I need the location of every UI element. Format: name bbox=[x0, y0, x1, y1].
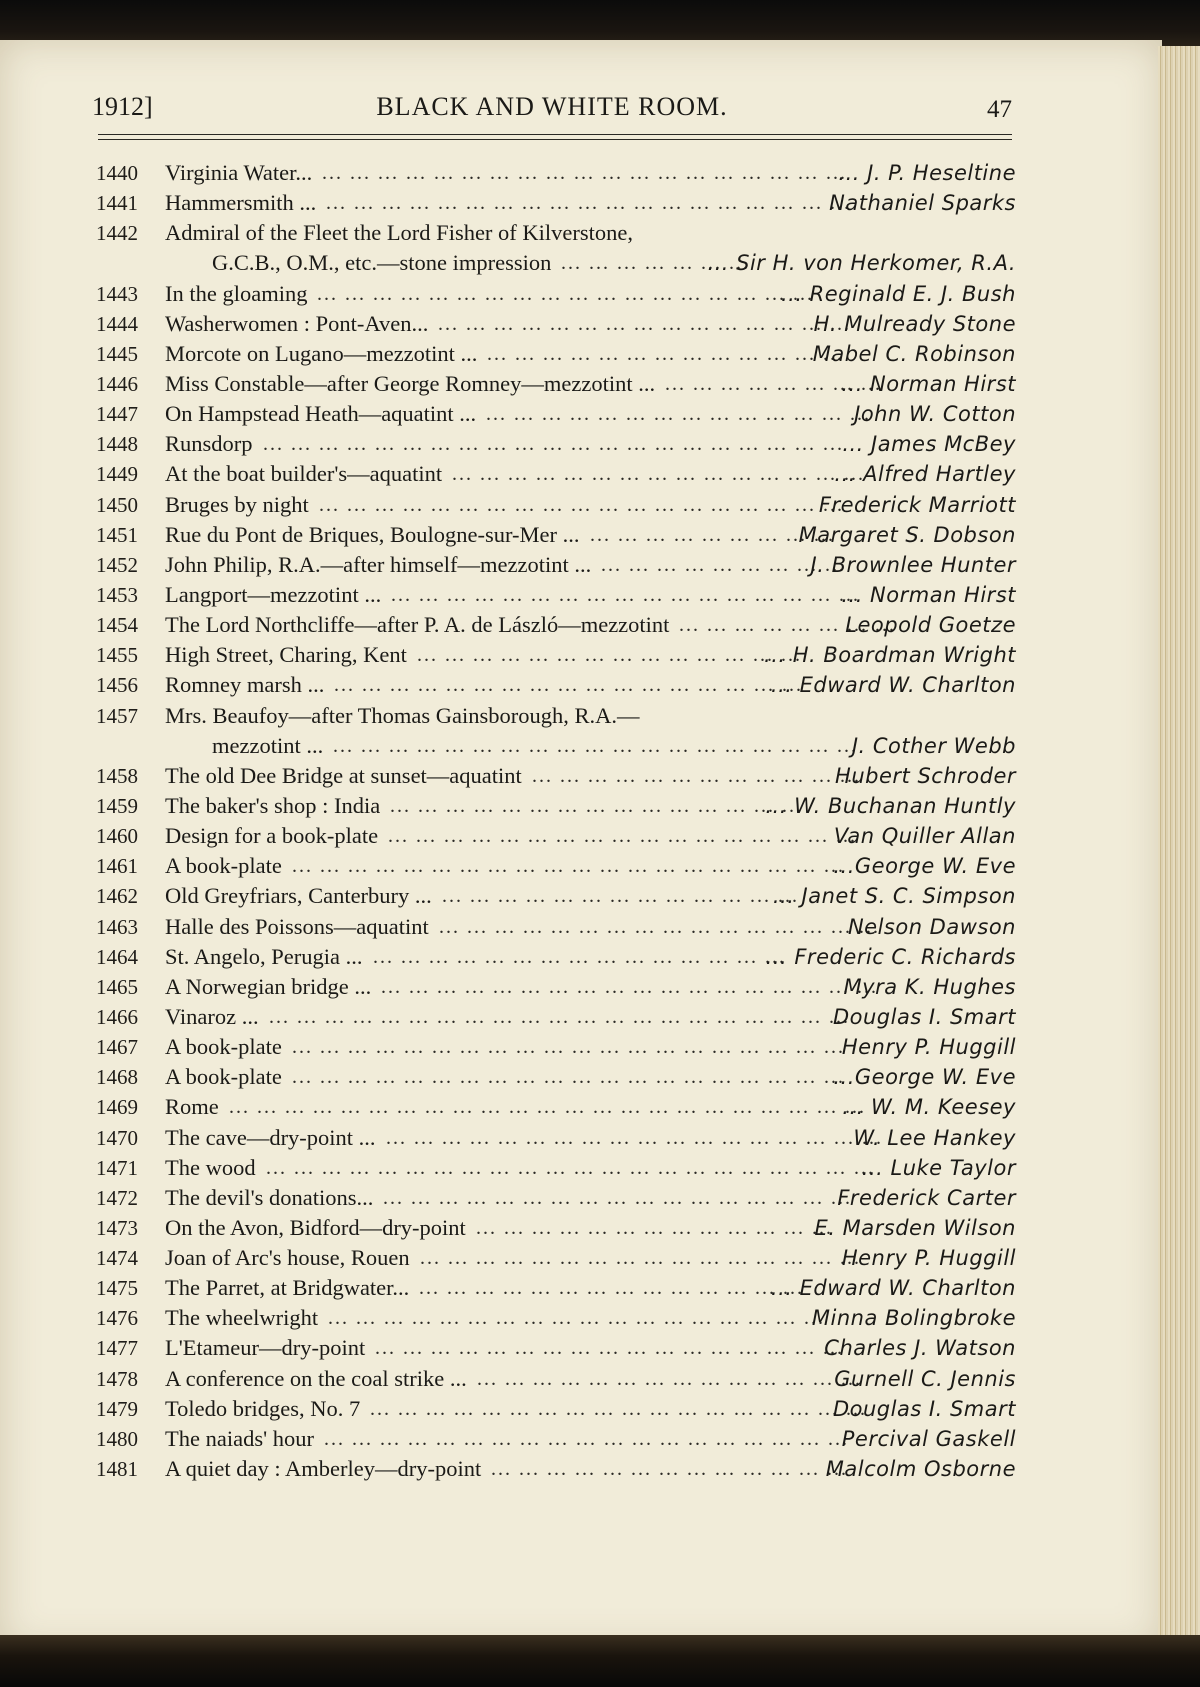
entry-number: 1448 bbox=[96, 432, 138, 457]
entry-title-continued: mezzotint ... bbox=[212, 732, 324, 758]
book-bottom-edge bbox=[0, 1635, 1200, 1687]
dot-leader: ... ... ... ... ... ... ... ... ... ... ... ... ... ... ... bbox=[373, 945, 786, 968]
catalogue-entry bbox=[96, 972, 1016, 1002]
entry-artist: Henry P. Huggill bbox=[841, 1035, 1016, 1060]
entry-title: Design for a book-plate bbox=[165, 823, 379, 849]
entry-title: Hammersmith ... bbox=[165, 190, 317, 216]
entry-artist: Douglas I. Smart bbox=[832, 1396, 1016, 1421]
dot-leader: ... ... ... ... ... ... ... ... ... ... ... ... ... ... ... ... ... bbox=[391, 583, 860, 606]
entry-line bbox=[96, 1424, 1016, 1454]
catalogue-entry bbox=[96, 1424, 1016, 1454]
catalogue-entry bbox=[96, 821, 1016, 851]
entry-number: 1454 bbox=[96, 613, 138, 638]
entry-number: 1471 bbox=[96, 1155, 138, 1180]
entry-line bbox=[96, 490, 1016, 520]
entry-title: A book-plate bbox=[165, 853, 282, 879]
header-rule-bottom bbox=[98, 139, 1012, 140]
dot-leader: ... ... ... ... ... ... ... ... ... ... ... ... ... ... ... ... ... ... bbox=[317, 282, 814, 305]
dot-leader: ... ... ... ... ... ... ... ... ... bbox=[590, 523, 835, 546]
dot-leader: ... ... ... ... ... ... ... ... ... ... ... ... ... ... ... ... ... ... ... ... bbox=[292, 855, 845, 878]
header-rule-top bbox=[98, 134, 1012, 135]
entry-line bbox=[96, 188, 1016, 218]
entry-line bbox=[96, 339, 1016, 369]
entry-line bbox=[96, 1153, 1016, 1183]
entry-line bbox=[96, 972, 1016, 1002]
entry-line bbox=[96, 248, 1016, 278]
catalogue-entry bbox=[96, 158, 1016, 188]
catalogue-entry bbox=[96, 429, 1016, 459]
entry-line bbox=[96, 218, 1016, 248]
page-edges bbox=[1158, 46, 1200, 1641]
entry-line bbox=[96, 429, 1016, 459]
entry-artist: Douglas I. Smart bbox=[832, 1004, 1016, 1029]
entry-number: 1463 bbox=[96, 914, 138, 939]
dot-leader: ... ... ... ... ... ... ... ... ... ... ... ... ... ... ... ... ... ... ... ... ... bbox=[263, 433, 844, 456]
entry-artist: Nathaniel Sparks bbox=[829, 191, 1016, 216]
catalogue-entry bbox=[96, 1032, 1016, 1062]
dot-leader: ... ... ... ... ... ... ... bbox=[561, 252, 750, 275]
entry-number: 1445 bbox=[96, 341, 138, 366]
catalogue-entry bbox=[96, 1243, 1016, 1273]
entry-artist: ... J. P. Heseltine bbox=[838, 161, 1016, 185]
entry-title: The cave—dry-point ... bbox=[165, 1124, 376, 1150]
entry-title: The old Dee Bridge at sunset—aquatint bbox=[165, 762, 522, 788]
entry-line bbox=[96, 158, 1016, 188]
entry-line bbox=[96, 1454, 1016, 1484]
entry-line bbox=[96, 942, 1016, 972]
entry-artist: ... Edward W. Charlton bbox=[770, 1276, 1016, 1301]
catalogue-entry bbox=[96, 459, 1016, 489]
page-title: BLACK AND WHITE ROOM. bbox=[376, 92, 728, 121]
catalogue-entry bbox=[96, 851, 1016, 881]
entry-number: 1479 bbox=[96, 1396, 138, 1421]
entry-line bbox=[96, 761, 1016, 791]
entry-title: Old Greyfriars, Canterbury ... bbox=[165, 883, 432, 909]
entry-number: 1446 bbox=[96, 371, 138, 396]
catalogue-entry bbox=[96, 1364, 1016, 1394]
dot-leader: ... ... ... ... ... ... ... ... ... ... ... ... ... ... ... ... ... ... ... bbox=[319, 493, 844, 516]
catalogue-entry bbox=[96, 520, 1016, 550]
entry-artist: ... Sir H. von Herkomer, R.A. bbox=[707, 251, 1016, 276]
entry-artist: ... Norman Hirst bbox=[841, 582, 1016, 607]
catalogue-entry bbox=[96, 761, 1016, 791]
entry-artist: Myra K. Hughes bbox=[843, 974, 1016, 999]
entry-number: 1455 bbox=[96, 643, 138, 668]
entry-number: 1474 bbox=[96, 1246, 138, 1271]
entry-number: 1473 bbox=[96, 1215, 138, 1240]
entry-number: 1440 bbox=[96, 161, 138, 185]
entry-artist: J. Brownlee Hunter bbox=[810, 552, 1016, 577]
entry-number: 1478 bbox=[96, 1366, 138, 1391]
entry-title: The Lord Northcliffe—after P. A. de László—mezzotint bbox=[165, 612, 670, 638]
entry-artist: Frederick Carter bbox=[837, 1185, 1016, 1210]
dot-leader: ... ... ... ... ... ... ... ... ... bbox=[601, 553, 846, 576]
entry-line bbox=[96, 1364, 1016, 1394]
entry-title: Joan of Arc's house, Rouen bbox=[165, 1245, 410, 1271]
entry-number: 1449 bbox=[96, 462, 138, 487]
dot-leader: ... ... ... ... ... ... ... ... ... ... ... ... bbox=[532, 764, 861, 787]
entry-title: Vinaroz ... bbox=[165, 1003, 259, 1029]
entry-number: 1458 bbox=[96, 763, 138, 788]
entry-title: St. Angelo, Perugia ... bbox=[165, 943, 363, 969]
entry-line bbox=[96, 912, 1016, 942]
catalogue-entry bbox=[96, 791, 1016, 821]
entry-artist: Nelson Dawson bbox=[847, 914, 1016, 939]
entry-number: 1470 bbox=[96, 1125, 138, 1150]
entry-line bbox=[96, 580, 1016, 610]
entry-number: 1476 bbox=[96, 1306, 138, 1331]
entry-line bbox=[96, 1032, 1016, 1062]
entry-number: 1451 bbox=[96, 522, 138, 547]
entry-artist: H. Mulready Stone bbox=[813, 311, 1016, 336]
entry-title: John Philip, R.A.—after himself—mezzotint ... bbox=[165, 551, 592, 577]
entry-line bbox=[96, 851, 1016, 881]
entry-artist: ...George W. Eve bbox=[833, 1065, 1016, 1090]
catalogue-entry bbox=[96, 1002, 1016, 1032]
dot-leader: ... ... ... ... ... ... ... ... bbox=[679, 614, 896, 637]
entry-line bbox=[96, 459, 1016, 489]
entry-line bbox=[96, 1303, 1016, 1333]
catalogue-entry bbox=[96, 1092, 1016, 1122]
entry-number: 1466 bbox=[96, 1004, 138, 1029]
entry-artist: ... Reginald E. J. Bush bbox=[780, 281, 1016, 306]
entry-line bbox=[96, 1123, 1016, 1153]
dot-leader: ... ... ... ... ... ... ... ... ... ... ... ... ... ... ... ... ... ... ... ... ... bbox=[269, 1005, 850, 1028]
catalogue-entry bbox=[96, 1454, 1016, 1484]
entry-number: 1442 bbox=[96, 221, 138, 246]
dot-leader: ... ... ... ... ... ... ... ... ... ... ... ... ... bbox=[491, 1458, 848, 1481]
entry-line bbox=[96, 701, 1016, 731]
entry-line bbox=[96, 399, 1016, 429]
entry-title: High Street, Charing, Kent bbox=[165, 642, 407, 668]
entry-number: 1450 bbox=[96, 492, 138, 517]
entry-number: 1461 bbox=[96, 854, 138, 879]
entry-artist: ...George W. Eve bbox=[833, 854, 1016, 879]
catalogue-entry bbox=[96, 369, 1016, 399]
entry-artist: ... W. M. Keesey bbox=[842, 1095, 1016, 1120]
entry-title: The devil's donations... bbox=[165, 1184, 374, 1210]
dot-leader: ... ... ... ... ... ... ... ... ... ... ... ... ... bbox=[487, 342, 844, 365]
dot-leader: ... ... ... ... ... ... ... ... ... ... ... ... ... ... ... ... bbox=[439, 915, 880, 938]
entry-title: The wood bbox=[165, 1154, 256, 1180]
dot-leader: ... ... ... ... ... ... ... ... ... ... ... ... ... ... ... ... ... ... ... ... bbox=[292, 1066, 845, 1089]
entry-title: The naiads' hour bbox=[165, 1425, 315, 1451]
dot-leader: ... ... ... ... ... ... ... ... ... ... ... ... ... ... ... ... ... bbox=[383, 1186, 852, 1209]
dot-leader: ... ... ... ... ... ... ... ... ... ... ... ... ... ... ... ... ... ... bbox=[381, 975, 878, 998]
entry-number: 1469 bbox=[96, 1095, 138, 1120]
entry-artist: Henry P. Huggill bbox=[841, 1246, 1016, 1271]
entry-title: Toledo bridges, No. 7 bbox=[165, 1395, 361, 1421]
dot-leader: ... ... ... ... ... ... ... ... ... ... ... ... ... bbox=[476, 1216, 833, 1239]
entry-artist: Percival Gaskell bbox=[841, 1426, 1016, 1451]
entry-number: 1464 bbox=[96, 944, 138, 969]
catalogue-entry bbox=[96, 580, 1016, 610]
catalogue-entry bbox=[96, 279, 1016, 309]
entry-line bbox=[96, 550, 1016, 580]
entry-line bbox=[96, 1183, 1016, 1213]
entry-artist: Gurnell C. Jennis bbox=[834, 1366, 1016, 1391]
dot-leader: ... ... ... ... ... ... ... ... ... ... ... ... ... ... ... ... ... ... bbox=[328, 1307, 825, 1330]
dot-leader: ... ... ... ... ... ... ... ... ... ... ... ... ... ... ... ... ... ... ... bbox=[326, 192, 851, 215]
dot-leader: ... ... ... ... ... ... ... ... bbox=[665, 372, 882, 395]
dot-leader: ... ... ... ... ... ... ... ... ... ... ... ... ... ... bbox=[477, 1367, 862, 1390]
dot-leader: ... ... ... ... ... ... ... ... ... ... ... ... ... ... ... ... ... bbox=[334, 674, 803, 697]
entry-title: A Norwegian bridge ... bbox=[165, 973, 372, 999]
entry-title: Halle des Poissons—aquatint bbox=[165, 913, 429, 939]
entry-artist: ... Alfred Hartley bbox=[834, 462, 1016, 487]
entry-title: Miss Constable—after George Romney—mezzotint ... bbox=[165, 370, 656, 396]
catalogue-entry bbox=[96, 610, 1016, 640]
entry-title: The wheelwright bbox=[165, 1305, 319, 1331]
dot-leader: ... ... ... ... ... ... ... ... ... ... ... ... ... ... ... bbox=[438, 312, 851, 335]
entry-title: A conference on the coal strike ... bbox=[165, 1365, 467, 1391]
entry-number: 1444 bbox=[96, 311, 138, 336]
dot-leader: ... ... ... ... ... ... ... ... ... ... ... ... ... ... ... ... ... ... ... ... ... ... ... bbox=[229, 1096, 866, 1119]
entry-number: 1480 bbox=[96, 1426, 138, 1451]
catalogue-entry bbox=[96, 942, 1016, 972]
entry-artist: ... Norman Hirst bbox=[841, 371, 1016, 396]
entry-number: 1460 bbox=[96, 824, 138, 849]
catalogue-entry bbox=[96, 1062, 1016, 1092]
catalogue-entry bbox=[96, 550, 1016, 580]
entry-title: Admiral of the Fleet the Lord Fisher of Kilverstone, bbox=[165, 220, 634, 246]
header-year: 1912] bbox=[92, 92, 153, 121]
catalogue-entry bbox=[96, 309, 1016, 339]
entry-title: The Parret, at Bridgwater... bbox=[165, 1275, 410, 1301]
entry-line bbox=[96, 1092, 1016, 1122]
catalogue-entry bbox=[96, 881, 1016, 911]
entry-line bbox=[96, 520, 1016, 550]
catalogue-list bbox=[96, 158, 1016, 1484]
dot-leader: ... ... ... ... ... ... ... ... ... ... ... ... ... ... ... ... ... bbox=[388, 825, 857, 848]
entry-title: Runsdorp bbox=[165, 431, 253, 457]
entry-title: The baker's shop : India bbox=[165, 792, 381, 818]
entry-number: 1472 bbox=[96, 1185, 138, 1210]
entry-artist: ... Janet S. C. Simpson bbox=[772, 884, 1016, 909]
entry-title: Virginia Water... bbox=[165, 160, 313, 185]
dot-leader: ... ... ... ... ... ... ... ... ... ... ... ... ... ... ... ... ... ... ... ... bbox=[292, 1036, 845, 1059]
entry-number: 1452 bbox=[96, 552, 138, 577]
entry-title: Washerwomen : Pont-Aven... bbox=[165, 310, 429, 336]
entry-number: 1467 bbox=[96, 1035, 138, 1060]
entry-line bbox=[96, 369, 1016, 399]
entry-line bbox=[96, 821, 1016, 851]
catalogue-entry bbox=[96, 1273, 1016, 1303]
dot-leader: ... ... ... ... ... ... ... ... ... ... ... ... ... ... ... ... bbox=[420, 1247, 861, 1270]
entry-artist: ... W. Buchanan Huntly bbox=[765, 793, 1016, 818]
entry-number: 1465 bbox=[96, 974, 138, 999]
dot-leader: ... ... ... ... ... ... ... ... ... ... ... ... ... ... ... ... ... ... ... bbox=[322, 162, 847, 184]
catalogue-entry bbox=[96, 1394, 1016, 1424]
dot-leader: ... ... ... ... ... ... ... ... ... ... ... ... ... bbox=[442, 885, 799, 908]
dot-leader: ... ... ... ... ... ... ... ... ... ... ... ... ... ... ... ... ... ... bbox=[386, 1126, 883, 1149]
entry-line bbox=[96, 1243, 1016, 1273]
entry-title: Mrs. Beaufoy—after Thomas Gainsborough, R.A.— bbox=[165, 702, 640, 728]
entry-title: At the boat builder's—aquatint bbox=[165, 461, 443, 487]
catalogue-entry bbox=[96, 339, 1016, 369]
entry-number: 1456 bbox=[96, 673, 138, 698]
entry-line bbox=[96, 1062, 1016, 1092]
catalogue-entry bbox=[96, 670, 1016, 700]
running-header bbox=[92, 92, 1012, 132]
entry-artist: ... James McBey bbox=[842, 432, 1016, 457]
entry-title: In the gloaming bbox=[165, 280, 308, 306]
catalogue-entry bbox=[96, 1123, 1016, 1153]
entry-number: 1453 bbox=[96, 582, 138, 607]
entry-title: Romney marsh ... bbox=[165, 672, 325, 698]
entry-line bbox=[96, 791, 1016, 821]
page-number: 47 bbox=[987, 96, 1012, 123]
entry-line bbox=[96, 279, 1016, 309]
entry-number: 1475 bbox=[96, 1276, 138, 1301]
entry-number: 1462 bbox=[96, 884, 138, 909]
entry-title: Rue du Pont de Briques, Boulogne-sur-Mer ... bbox=[165, 521, 580, 547]
catalogue-entry bbox=[96, 912, 1016, 942]
entry-artist: Malcolm Osborne bbox=[825, 1457, 1016, 1482]
entry-line bbox=[96, 610, 1016, 640]
entry-title: Morcote on Lugano—mezzotint ... bbox=[165, 340, 478, 366]
entry-artist: Mabel C. Robinson bbox=[812, 341, 1016, 366]
entry-artist: E. Marsden Wilson bbox=[814, 1215, 1016, 1240]
catalogue-entry bbox=[96, 701, 1016, 761]
catalogue-entry bbox=[96, 490, 1016, 520]
catalogue-entry bbox=[96, 640, 1016, 670]
entry-line bbox=[96, 1213, 1016, 1243]
entry-artist: ... Edward W. Charlton bbox=[770, 673, 1016, 698]
catalogue-entry bbox=[96, 188, 1016, 218]
catalogue-entry bbox=[96, 399, 1016, 429]
entry-artist: Leopold Goetze bbox=[845, 613, 1016, 638]
entry-title: A book-plate bbox=[165, 1034, 282, 1060]
catalogue-entry bbox=[96, 218, 1016, 278]
entry-number: 1477 bbox=[96, 1336, 138, 1361]
dot-leader: ... ... ... ... ... ... ... ... ... ... ... ... ... ... bbox=[486, 403, 871, 426]
entry-artist: John W. Cotton bbox=[854, 402, 1016, 427]
entry-title: On the Avon, Bidford—dry-point bbox=[165, 1214, 466, 1240]
entry-artist: W. Lee Hankey bbox=[853, 1125, 1016, 1150]
entry-artist: Frederick Marriott bbox=[818, 492, 1016, 517]
entry-number: 1447 bbox=[96, 402, 138, 427]
entry-number: 1468 bbox=[96, 1065, 138, 1090]
entry-title: A book-plate bbox=[165, 1064, 282, 1090]
entry-artist: Margaret S. Dobson bbox=[798, 522, 1016, 547]
entry-artist: Van Quiller Allan bbox=[833, 824, 1016, 849]
entry-line bbox=[96, 1333, 1016, 1363]
dot-leader: ... ... ... ... ... ... ... ... ... ... ... ... ... ... bbox=[417, 644, 802, 667]
catalogue-entry bbox=[96, 1153, 1016, 1183]
entry-line bbox=[96, 881, 1016, 911]
dot-leader: ... ... ... ... ... ... ... ... ... ... ... ... ... ... ... bbox=[452, 463, 865, 486]
entry-number: 1459 bbox=[96, 793, 138, 818]
entry-artist: Hubert Schroder bbox=[835, 763, 1016, 788]
entry-artist: ... Luke Taylor bbox=[861, 1155, 1016, 1180]
entry-artist: Charles J. Watson bbox=[824, 1336, 1016, 1361]
entry-line bbox=[96, 1394, 1016, 1424]
entry-number: 1457 bbox=[96, 703, 138, 728]
entry-line bbox=[96, 640, 1016, 670]
entry-title: On Hampstead Heath—aquatint ... bbox=[165, 401, 477, 427]
dot-leader: ... ... ... ... ... ... ... ... ... ... ... ... ... ... bbox=[419, 1277, 804, 1300]
entry-number: 1481 bbox=[96, 1457, 138, 1482]
dot-leader: ... ... ... ... ... ... ... ... ... ... ... ... ... ... ... ... ... bbox=[375, 1337, 844, 1360]
catalogue-entry bbox=[96, 1303, 1016, 1333]
entry-line bbox=[96, 309, 1016, 339]
dot-leader: ... ... ... ... ... ... ... ... ... ... ... ... ... ... ... ... ... ... ... bbox=[333, 734, 858, 757]
catalogue-entry bbox=[96, 1213, 1016, 1243]
entry-artist: ... H. Boardman Wright bbox=[764, 643, 1016, 668]
entry-title: L'Etameur—dry-point bbox=[165, 1335, 366, 1361]
entry-title: Bruges by night bbox=[165, 491, 309, 517]
entry-line bbox=[96, 731, 1016, 761]
catalogue-entry bbox=[96, 1183, 1016, 1213]
entry-number: 1441 bbox=[96, 191, 138, 216]
catalogue-entry bbox=[96, 1333, 1016, 1363]
dot-leader: ... ... ... ... ... ... ... ... ... ... ... ... ... ... ... ... ... ... bbox=[370, 1397, 867, 1420]
dot-leader: ... ... ... ... ... ... ... ... ... ... ... ... ... ... ... ... ... ... ... ... ... ... bbox=[266, 1156, 875, 1179]
entry-line bbox=[96, 1273, 1016, 1303]
entry-artist: ... Frederic C. Richards bbox=[765, 944, 1016, 969]
entry-artist: Minna Bolingbroke bbox=[811, 1306, 1016, 1331]
entry-title: A quiet day : Amberley—dry-point bbox=[165, 1456, 482, 1482]
entry-title-continued: G.C.B., O.M., etc.—stone impression bbox=[212, 250, 552, 276]
dot-leader: ... ... ... ... ... ... ... ... ... ... ... ... ... ... ... bbox=[390, 794, 803, 817]
entry-title: Langport—mezzotint ... bbox=[165, 581, 382, 607]
entry-artist: J. Cother Webb bbox=[851, 733, 1016, 758]
entry-line bbox=[96, 670, 1016, 700]
entry-number: 1443 bbox=[96, 281, 138, 306]
entry-line bbox=[96, 1002, 1016, 1032]
entry-title: Rome bbox=[165, 1094, 219, 1120]
dot-leader: ... ... ... ... ... ... ... ... ... ... ... ... ... ... ... ... ... ... ... bbox=[324, 1427, 849, 1450]
